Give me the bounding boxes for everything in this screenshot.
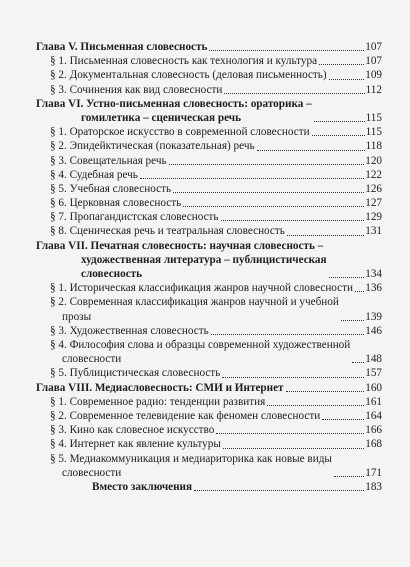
entry-title-line: Глава V. Письменная словесность: [36, 40, 208, 53]
entry-title-line: § 8. Сценическая речь и театральная словесность: [50, 225, 285, 238]
entry-title: [50, 154, 167, 168]
toc-section-entry: [36, 409, 382, 423]
dot-leader: [169, 164, 365, 165]
dot-leader: [319, 64, 364, 65]
toc-section-entry: [36, 196, 382, 210]
entry-title: [36, 40, 207, 54]
page-number: 107: [365, 40, 382, 53]
entry-title-line: § 3. Сочинения как вид словесности: [50, 83, 223, 96]
entry-title: [50, 395, 265, 409]
entry-title-line: гомилетика – сценическая речь: [81, 111, 241, 124]
toc-section-entry: [36, 125, 382, 139]
page-number: 109: [365, 69, 382, 82]
entry-title-line: § 1. Современное радио: тенденции развития: [50, 395, 266, 408]
toc-section-entry: [36, 154, 382, 168]
entry-title: [50, 196, 181, 210]
entry-title-line: § 1. Письменная словесность как технология и культура: [50, 55, 318, 68]
dot-leader: [209, 50, 364, 51]
entry-title-line: § 2. Современная классификация жанров научной и учебной: [50, 296, 339, 309]
entry-title: [50, 168, 138, 182]
entry-title: [50, 54, 317, 68]
dot-leader: [267, 405, 364, 406]
dot-leader: [329, 79, 365, 80]
page-number: 168: [365, 438, 382, 451]
dot-leader: [183, 206, 364, 207]
toc-section-entry: [36, 395, 382, 409]
entry-title-line: § 6. Церковная словесность: [50, 197, 182, 210]
page-number: 183: [365, 480, 382, 493]
entry-title: [50, 139, 255, 153]
entry-title: [50, 281, 353, 295]
entry-title: [50, 409, 320, 423]
dot-leader: [287, 235, 364, 236]
toc-chapter-entry: [36, 97, 382, 125]
page-number: 146: [365, 324, 382, 337]
dot-leader: [140, 178, 364, 179]
dot-leader: [334, 476, 364, 477]
toc-section-entry: [36, 452, 382, 480]
entry-title-line: § 5. Публицистическая словесность: [50, 367, 221, 380]
dot-leader: [312, 135, 365, 136]
dot-leader: [221, 220, 365, 221]
page-number: 160: [365, 381, 382, 394]
toc-section-entry: [36, 68, 382, 82]
entry-title-line: словесность: [81, 268, 143, 281]
entry-title-line: словесности: [62, 353, 122, 366]
toc-section-entry: [36, 168, 382, 182]
dot-leader: [173, 192, 364, 193]
entry-title: [50, 295, 339, 323]
toc-section-entry: [36, 83, 382, 97]
page-number: 126: [365, 182, 382, 195]
toc-chapter-entry: [36, 40, 382, 54]
entry-title: [36, 97, 312, 125]
page-number: 171: [365, 466, 382, 479]
entry-title-line: художественная литература – публицистическая: [81, 253, 327, 266]
toc-section-entry: [36, 182, 382, 196]
dot-leader: [355, 291, 364, 292]
toc-section-entry: [36, 54, 382, 68]
entry-title: [50, 437, 221, 451]
entry-title-line: § 4. Судебная речь: [50, 168, 138, 181]
toc-section-entry: [36, 224, 382, 238]
toc-chapter-entry: [36, 239, 382, 282]
toc-section-entry: [36, 366, 382, 380]
entry-title-line: словесности: [62, 466, 122, 479]
toc-section-entry: [36, 324, 382, 338]
toc-section-entry: [36, 281, 382, 295]
toc-section-entry: [36, 423, 382, 437]
entry-title-line: § 5. Медиакоммуникация и медиариторика как новые виды: [50, 452, 332, 465]
entry-title-line: Глава VIII. Медиасловесность: СМИ и Интернет: [36, 381, 284, 394]
page-number: 115: [365, 111, 382, 124]
entry-title: [50, 125, 310, 139]
entry-title-line: § 3. Кино как словесное искусство: [50, 424, 215, 437]
entry-title: [50, 452, 332, 480]
entry-title-line: § 4. Философия слова и образцы современной художественной: [50, 339, 351, 352]
dot-leader: [224, 93, 364, 94]
page-number: 122: [365, 168, 382, 181]
page-number: 148: [365, 353, 382, 366]
page-number: 129: [365, 211, 382, 224]
entry-title-line: § 7. Пропагандистская словесность: [50, 211, 219, 224]
page-number: 157: [365, 367, 382, 380]
dot-leader: [223, 448, 364, 449]
page-number: 118: [365, 140, 382, 153]
entry-title-line: Глава VII. Печатная словесность: научная словесность –: [36, 239, 324, 252]
entry-title: [50, 68, 327, 82]
entry-title-line: Глава VI. Устно-письменная словесность: ораторика –: [36, 97, 312, 110]
toc-section-entry: [36, 139, 382, 153]
entry-title-line: § 2. Современное телевидение как феномен словесности: [50, 410, 321, 422]
entry-title-line: § 1. Историческая классификация жанров научной словесности: [50, 282, 354, 295]
toc-section-entry: [36, 210, 382, 224]
entry-title: [50, 324, 209, 338]
entry-title: [36, 381, 284, 395]
entry-title-line: § 2. Эпидейктическая (показательная) речь: [50, 140, 255, 153]
entry-title: [50, 83, 222, 97]
page-number: 139: [365, 310, 382, 323]
table-of-contents: [36, 40, 382, 494]
entry-title-line: § 1. Ораторское искусство в современной словесности: [50, 126, 310, 139]
entry-title-line: § 3. Художественная словесность: [50, 324, 209, 337]
dot-leader: [257, 150, 365, 151]
dot-leader: [194, 490, 364, 491]
entry-title-line: § 4. Интернет как явление культуры: [50, 438, 221, 451]
page-number: 166: [365, 424, 382, 437]
dot-leader: [286, 391, 365, 392]
page-number: 115: [365, 126, 382, 139]
toc-closing-entry: [36, 480, 382, 494]
page-number: 107: [365, 55, 382, 68]
page-number: 112: [365, 83, 382, 96]
entry-title-line: Вместо заключения: [92, 480, 193, 493]
dot-leader: [222, 377, 364, 378]
entry-title: [50, 182, 171, 196]
entry-title-line: § 3. Совещательная речь: [50, 154, 167, 167]
toc-section-entry: [36, 338, 382, 366]
toc-section-entry: [36, 295, 382, 323]
entry-title: [50, 423, 214, 437]
dot-leader: [341, 320, 364, 321]
entry-title: [92, 480, 192, 494]
dot-leader: [314, 121, 365, 122]
dot-leader: [216, 433, 364, 434]
page-number: 164: [365, 410, 382, 422]
dot-leader: [329, 277, 365, 278]
page-number: 127: [365, 197, 382, 210]
entry-title: [36, 239, 327, 282]
toc-section-entry: [36, 437, 382, 451]
entry-title: [50, 210, 219, 224]
toc-chapter-entry: [36, 381, 382, 395]
page-number: 136: [365, 282, 382, 295]
page-number: 131: [365, 225, 382, 238]
entry-title-line: § 2. Документальная словесность (деловая письменность): [50, 69, 327, 82]
entry-title-line: прозы: [62, 310, 92, 323]
entry-title: [50, 338, 350, 366]
page-number: 134: [365, 268, 382, 281]
page-number: 161: [365, 395, 382, 408]
page-number: 120: [365, 154, 382, 167]
dot-leader: [211, 334, 365, 335]
dot-leader: [352, 362, 364, 363]
entry-title-line: § 5. Учебная словесность: [50, 182, 172, 195]
dot-leader: [322, 419, 364, 420]
entry-title: [50, 224, 285, 238]
entry-title: [50, 366, 220, 380]
